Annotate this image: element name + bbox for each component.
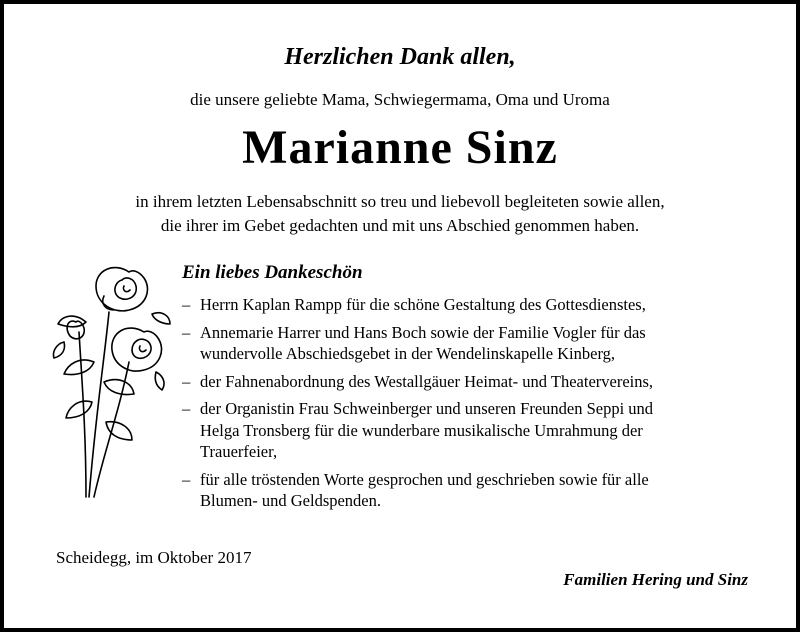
dash: – bbox=[182, 469, 191, 489]
paragraph-line: die ihrer im Gebet gedachten und mit uns Abschied genommen haben. bbox=[160, 216, 640, 235]
deceased-name: Marianne Sinz bbox=[242, 121, 558, 174]
heading: Herzlichen Dank allen, bbox=[284, 44, 516, 70]
item-line: Annemarie Harrer und Hans Boch sowie der Familie Vogler für das bbox=[200, 322, 646, 342]
thanks-heading: Ein liebes Dankeschön bbox=[182, 262, 363, 283]
intro-line: die unsere geliebte Mama, Schwiegermama, Oma und Uroma bbox=[190, 90, 610, 109]
item-line: Trauerfeier, bbox=[200, 442, 278, 461]
dash: – bbox=[182, 371, 191, 391]
item-line: der Fahnenabordnung des Westallgäuer Heimat- und Theatervereins, bbox=[200, 371, 654, 391]
place-date: Scheidegg, im Oktober 2017 bbox=[56, 548, 252, 567]
list-item bbox=[182, 322, 762, 365]
thanks-list bbox=[182, 294, 762, 518]
item-line: Herrn Kaplan Rampp für die schöne Gestaltung des Gottesdienstes, bbox=[200, 295, 646, 314]
paragraph bbox=[4, 190, 796, 238]
list-item bbox=[182, 371, 762, 393]
item-line: für alle tröstenden Worte gesprochen und geschrieben sowie für alle bbox=[200, 469, 649, 489]
list-item bbox=[182, 398, 762, 463]
item-line: Blumen- und Geldspenden. bbox=[200, 491, 382, 510]
dash: – bbox=[182, 399, 191, 418]
dash: – bbox=[182, 322, 191, 342]
item-line: wundervolle Abschiedsgebet in der Wendelinskapelle Kinberg, bbox=[200, 344, 616, 363]
dash: – bbox=[182, 295, 191, 314]
rose-illustration-icon bbox=[34, 252, 174, 502]
item-line: Helga Tronsberg für die wunderbare musikalische Umrahmung der bbox=[200, 420, 643, 440]
paragraph-line: in ihrem letzten Lebensabschnitt so treu und liebevoll begleiteten sowie allen, bbox=[135, 192, 665, 211]
item-line: der Organistin Frau Schweinberger und unseren Freunden Seppi und bbox=[200, 399, 654, 418]
list-item bbox=[182, 294, 762, 316]
list-item bbox=[182, 469, 762, 512]
signature: Familien Hering und Sinz bbox=[563, 570, 748, 589]
